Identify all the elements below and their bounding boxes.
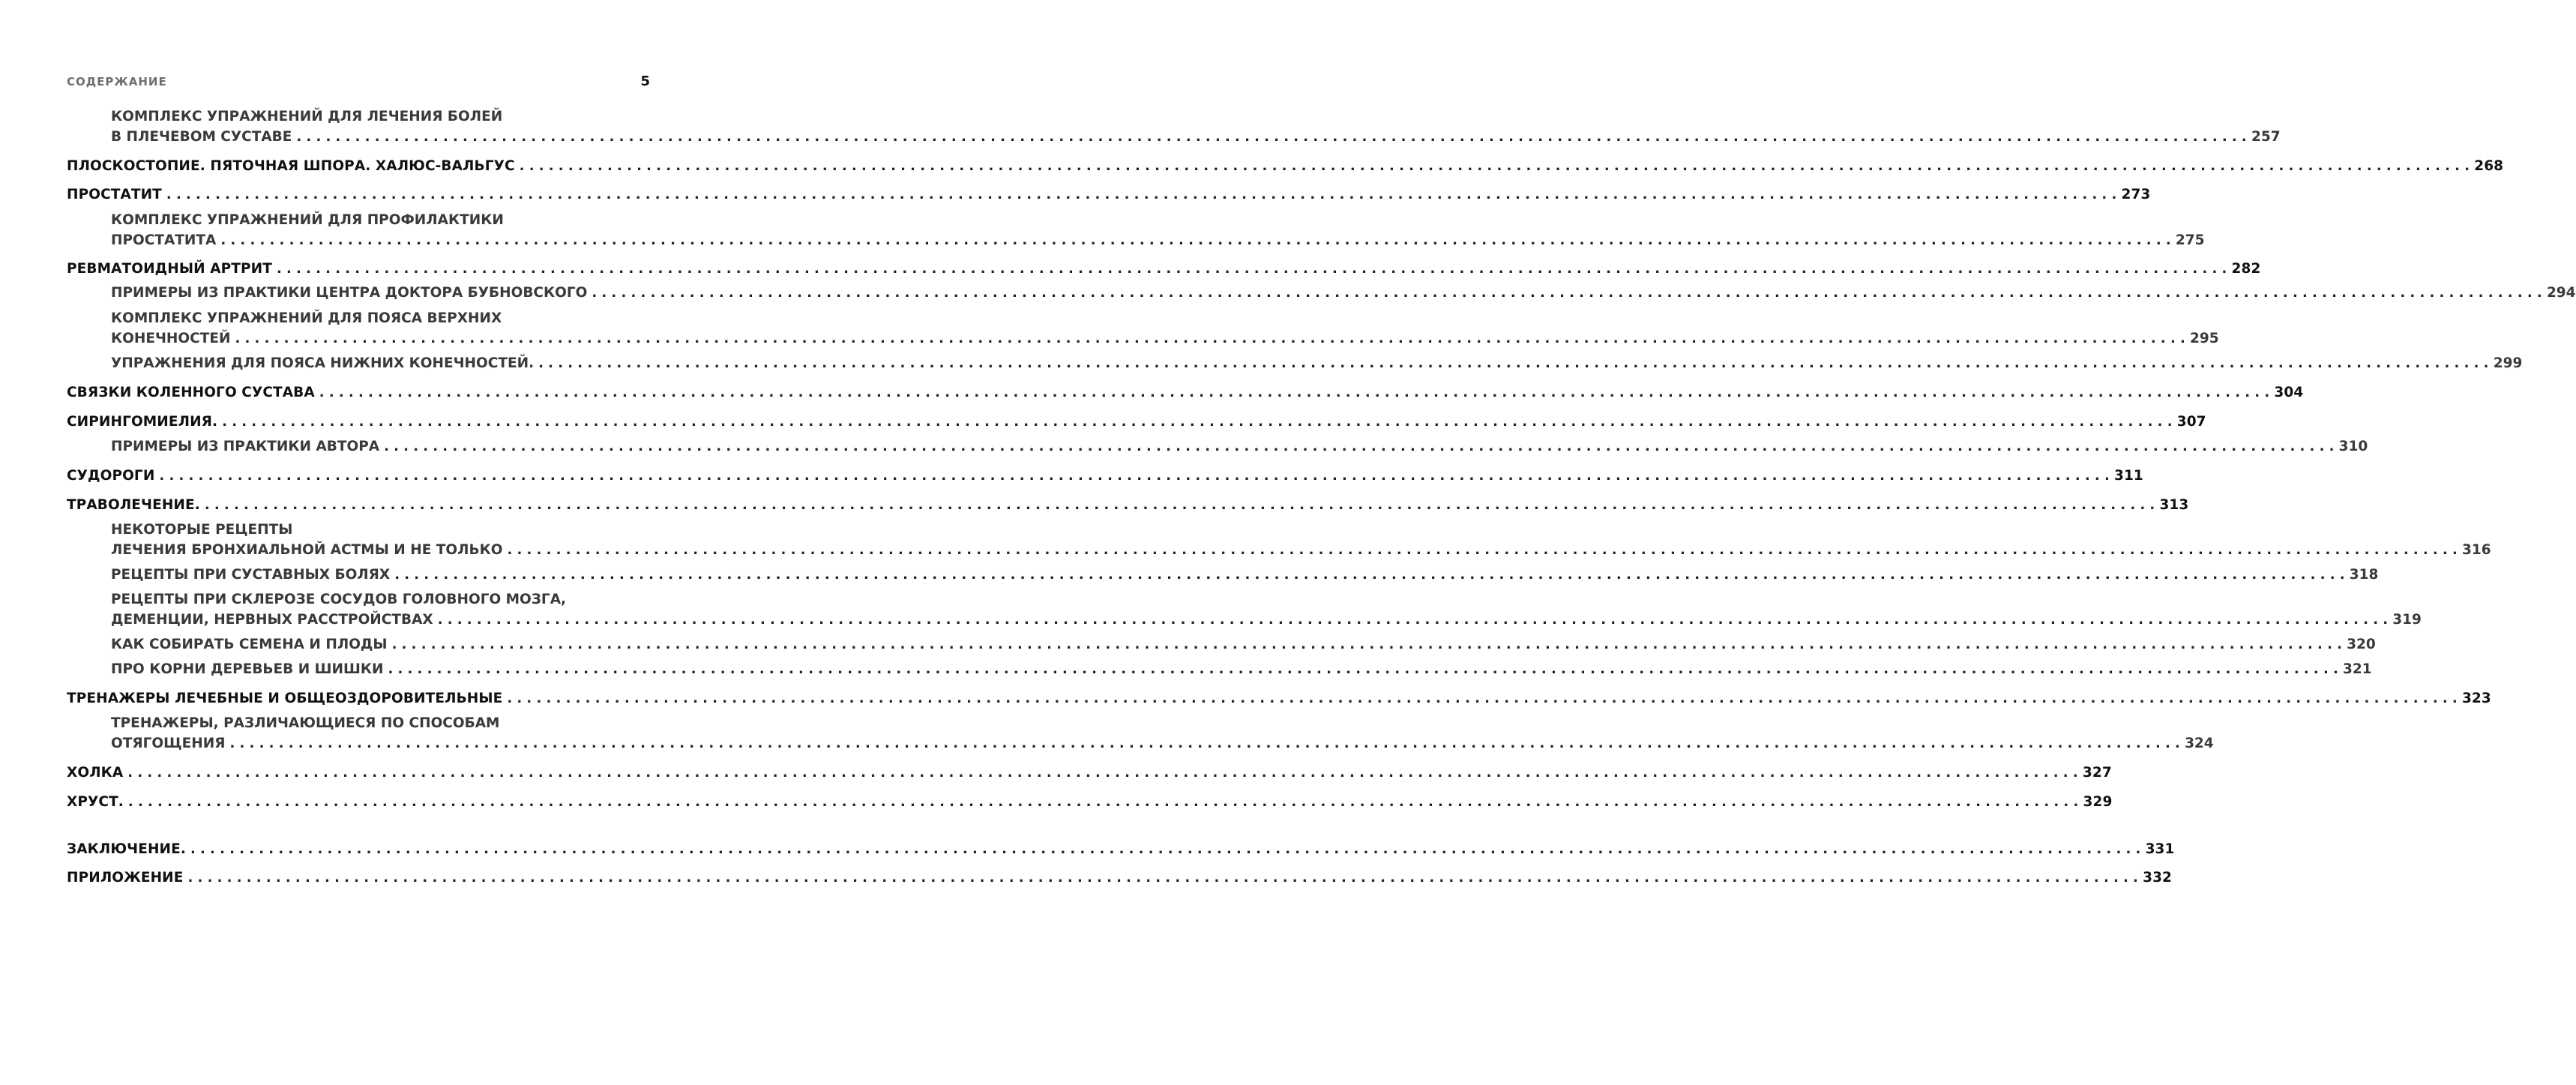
- entry-title: ПРИМЕРЫ ИЗ ПРАКТИКИ ЦЕНТРА ДОКТОРА БУБНОВСКОГО: [111, 285, 588, 301]
- toc-entry[interactable]: [67, 763, 2112, 783]
- toc-entry[interactable]: [67, 412, 2206, 432]
- entry-title: ПЛОСКОСТОПИЕ. ПЯТОЧНАЯ ШПОРА. ХАЛЮС-ВАЛЬГУС: [67, 158, 515, 174]
- entry-page-number: 294: [2546, 285, 2576, 301]
- dot-leader: ........................................................................................................................................................................................................: [394, 567, 2350, 583]
- toc-entry[interactable]: [111, 589, 2422, 630]
- entry-title: ХРУСТ.: [67, 794, 124, 810]
- entry-page-number: 307: [2176, 414, 2206, 430]
- entry-page-number: 318: [2349, 567, 2379, 583]
- toc-entry[interactable]: [111, 634, 2376, 655]
- dot-leader: ........................................................................................................................................................................................................: [507, 691, 2462, 706]
- entry-title: ТРЕНАЖЕРЫ ЛЕЧЕБНЫЕ И ОБЩЕОЗДОРОВИТЕЛЬНЫЕ: [67, 691, 503, 706]
- entry-title: ТРАВОЛЕЧЕНИЕ.: [67, 497, 200, 513]
- entry-title-line: ЛЕЧЕНИЯ БРОНХИАЛЬНОЙ АСТМЫ И НЕ ТОЛЬКО: [111, 542, 503, 558]
- toc-entry[interactable]: [67, 792, 2113, 812]
- dot-leader: ........................................................................................................................................................................................................: [166, 187, 2122, 202]
- entry-page-number: 257: [2251, 129, 2281, 145]
- entry-title-line: ДЕМЕНЦИИ, НЕРВНЫХ РАССТРОЙСТВАХ: [111, 612, 433, 628]
- dot-leader: ........................................................................................................................................................................................................: [592, 285, 2547, 301]
- entry-title-line: ТРЕНАЖЕРЫ, РАЗЛИЧАЮЩИЕСЯ ПО СПОСОБАМ: [111, 715, 500, 731]
- entry-title-line: КОНЕЧНОСТЕЙ: [111, 331, 231, 346]
- dot-leader: ........................................................................................................................................................................................................: [190, 841, 2146, 857]
- toc-entry[interactable]: [111, 308, 2219, 349]
- toc-entry[interactable]: [67, 839, 2175, 859]
- dot-leader: ........................................................................................................................................................................................................: [159, 468, 2114, 484]
- entry-page-number: 282: [2231, 261, 2261, 277]
- dot-leader: ........................................................................................................................................................................................................: [222, 414, 2177, 430]
- entry-page-number: 310: [2338, 439, 2368, 454]
- dot-leader: ........................................................................................................................................................................................................: [384, 439, 2339, 454]
- toc-entry[interactable]: [67, 382, 2304, 403]
- dot-leader: ........................................................................................................................................................................................................: [276, 261, 2232, 277]
- toc-entry[interactable]: [111, 283, 2576, 303]
- entry-title: УПРАЖНЕНИЯ ДЛЯ ПОЯСА НИЖНИХ КОНЕЧНОСТЕЙ.: [111, 355, 535, 371]
- dot-leader: ........................................................................................................................................................................................................: [319, 385, 2275, 400]
- dot-leader: ........................................................................................................................................................................................................: [127, 765, 2083, 781]
- entry-title: СИРИНГОМИЕЛИЯ.: [67, 414, 218, 430]
- entry-page-number: 268: [2474, 158, 2504, 174]
- entry-page-number: 331: [2145, 841, 2175, 857]
- entry-title: ПРИМЕРЫ ИЗ ПРАКТИКИ АВТОРА: [111, 439, 380, 454]
- toc-entry[interactable]: [67, 466, 2143, 486]
- entry-page-number: 329: [2083, 794, 2113, 810]
- dot-leader: ........................................................................................................................................................................................................: [437, 612, 2393, 628]
- toc-entry[interactable]: [111, 210, 2205, 250]
- entry-title: ПРО КОРНИ ДЕРЕВЬЕВ И ШИШКИ: [111, 661, 384, 677]
- toc-entry[interactable]: [111, 436, 2368, 457]
- entry-page-number: 311: [2113, 468, 2143, 484]
- entry-page-number: 323: [2461, 691, 2491, 706]
- dot-leader: ........................................................................................................................................................................................................: [538, 355, 2494, 371]
- entry-title-line: КОМПЛЕКС УПРАЖНЕНИЙ ДЛЯ ЛЕЧЕНИЯ БОЛЕЙ: [111, 109, 503, 124]
- entry-page-number: 273: [2121, 187, 2151, 202]
- dot-leader: ........................................................................................................................................................................................................: [235, 331, 2191, 346]
- dot-leader: ........................................................................................................................................................................................................: [388, 661, 2344, 677]
- page-header: [67, 73, 650, 91]
- entry-title: ЗАКЛЮЧЕНИЕ.: [67, 841, 186, 857]
- entry-page-number: 304: [2274, 385, 2304, 400]
- toc-entry[interactable]: [67, 868, 2173, 888]
- dot-leader: ........................................................................................................................................................................................................: [507, 542, 2463, 558]
- dot-leader: ........................................................................................................................................................................................................: [519, 158, 2475, 174]
- entry-page-number: 295: [2190, 331, 2219, 346]
- toc-entry[interactable]: [111, 565, 2379, 585]
- dot-leader: ........................................................................................................................................................................................................: [391, 637, 2347, 652]
- toc-entry[interactable]: [111, 713, 2214, 754]
- entry-page-number: 324: [2185, 736, 2214, 751]
- entry-title: СВЯЗКИ КОЛЕННОГО СУСТАВА: [67, 385, 315, 400]
- entry-title: СУДОРОГИ: [67, 468, 155, 484]
- dot-leader: ........................................................................................................................................................................................................: [127, 794, 2083, 810]
- entry-page-number: 321: [2343, 661, 2372, 677]
- toc-entry[interactable]: [111, 520, 2491, 560]
- entry-page-number: 319: [2392, 612, 2422, 628]
- entry-title-line: В ПЛЕЧЕВОМ СУСТАВЕ: [111, 129, 292, 145]
- dot-leader: ........................................................................................................................................................................................................: [204, 497, 2160, 513]
- toc-entry[interactable]: [67, 156, 2504, 176]
- toc-entry[interactable]: [111, 353, 2523, 373]
- entry-page-number: 320: [2347, 637, 2376, 652]
- running-title: СОДЕРЖАНИЕ: [67, 75, 167, 88]
- entry-title-line: РЕЦЕПТЫ ПРИ СКЛЕРОЗЕ СОСУДОВ ГОЛОВНОГО МОЗГА,: [111, 592, 567, 607]
- entry-page-number: 316: [2462, 542, 2491, 558]
- entry-page-number: 313: [2159, 497, 2189, 513]
- toc-entry[interactable]: [67, 688, 2491, 709]
- entry-title: ПРИЛОЖЕНИЕ: [67, 870, 184, 886]
- entry-title: РЕЦЕПТЫ ПРИ СУСТАВНЫХ БОЛЯХ: [111, 567, 391, 583]
- toc-entry[interactable]: [67, 495, 2189, 515]
- toc-entry[interactable]: [67, 184, 2151, 205]
- entry-page-number: 327: [2082, 765, 2112, 781]
- dot-leader: ........................................................................................................................................................................................................: [220, 232, 2176, 248]
- entry-title: КАК СОБИРАТЬ СЕМЕНА И ПЛОДЫ: [111, 637, 388, 652]
- entry-title: РЕВМАТОИДНЫЙ АРТРИТ: [67, 261, 272, 277]
- toc-entry[interactable]: [111, 659, 2372, 679]
- entry-title: ПРОСТАТИТ: [67, 187, 162, 202]
- entry-page-number: 332: [2143, 870, 2173, 886]
- entry-title: ХОЛКА: [67, 765, 124, 781]
- entry-title-line: КОМПЛЕКС УПРАЖНЕНИЙ ДЛЯ ПРОФИЛАКТИКИ: [111, 212, 504, 228]
- dot-leader: ........................................................................................................................................................................................................: [296, 129, 2251, 145]
- dot-leader: ........................................................................................................................................................................................................: [229, 736, 2185, 751]
- entry-page-number: 299: [2493, 355, 2523, 371]
- entry-page-number: 275: [2175, 232, 2205, 248]
- dot-leader: ........................................................................................................................................................................................................: [187, 870, 2143, 886]
- toc-entry[interactable]: [111, 106, 2281, 147]
- toc-entry[interactable]: [67, 259, 2261, 279]
- page-number: 5: [640, 73, 650, 89]
- entry-title-line: НЕКОТОРЫЕ РЕЦЕПТЫ: [111, 522, 293, 538]
- entry-title-line: КОМПЛЕКС УПРАЖНЕНИЙ ДЛЯ ПОЯСА ВЕРХНИХ: [111, 310, 502, 326]
- entry-title-line: ОТЯГОЩЕНИЯ: [111, 736, 226, 751]
- entry-title-line: ПРОСТАТИТА: [111, 232, 217, 248]
